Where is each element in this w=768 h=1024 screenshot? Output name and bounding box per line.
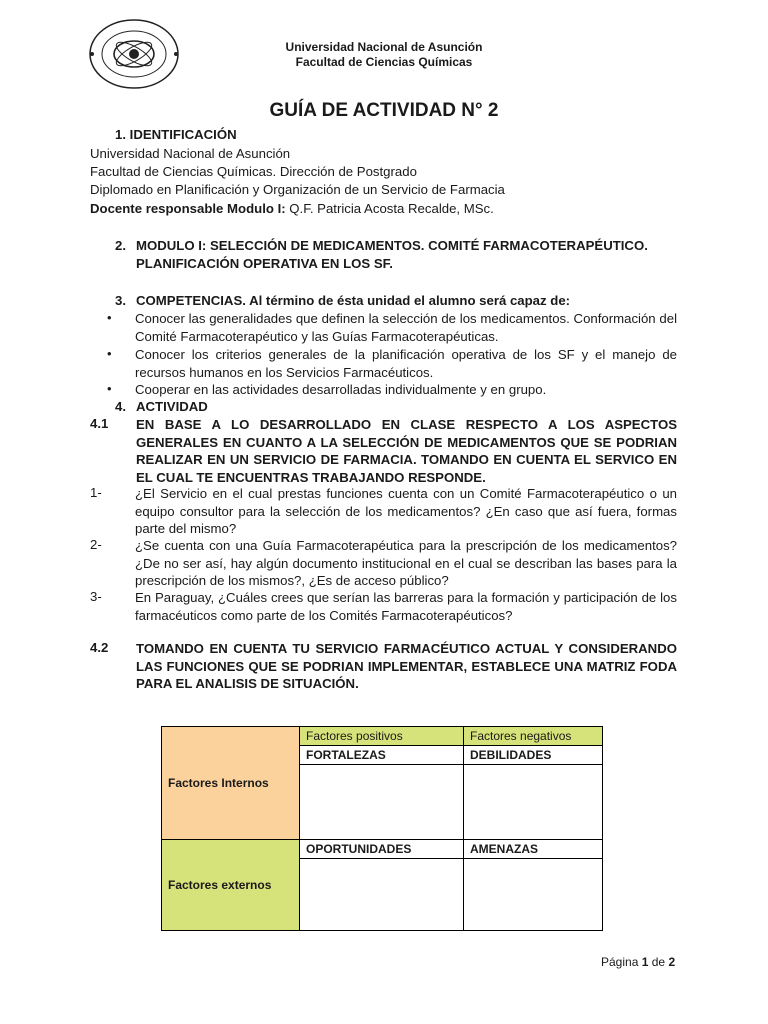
- section3-number: 3.: [115, 293, 126, 308]
- fortalezas-cell[interactable]: [300, 765, 464, 840]
- section1-heading: 1. IDENTIFICACIÓN: [115, 127, 237, 142]
- fortalezas-label: FORTALEZAS: [300, 746, 464, 765]
- question-2-number: 2-: [90, 537, 102, 552]
- row-internal-label: Factores Internos: [162, 727, 300, 840]
- section2-number: 2.: [115, 238, 126, 253]
- ident-line-2: Facultad de Ciencias Químicas. Dirección de Postgrado: [90, 164, 417, 179]
- question-3-text: En Paraguay, ¿Cuáles crees que serían las barreras para la formación y participación de los farmacéuticos como parte de los Comités Farmacoterapéuticos?: [135, 590, 677, 623]
- section4-heading: ACTIVIDAD: [136, 399, 208, 414]
- docente-value: Q.F. Patricia Acosta Recalde, MSc.: [285, 201, 494, 216]
- sub2-text: TOMANDO EN CUENTA TU SERVICIO FARMACÉUTICO ACTUAL Y CONSIDERANDO LAS FUNCIONES QUE SE PODRIAN IMPLEMENTAR, ESTABLECE UNA MATRIZ FODA PARA EL ANALISIS DE SITUACIÓN.: [136, 641, 677, 692]
- question-1-number: 1-: [90, 485, 102, 500]
- col-positive-header: Factores positivos: [300, 727, 464, 746]
- oportunidades-label: OPORTUNIDADES: [300, 840, 464, 859]
- amenazas-label: AMENAZAS: [464, 840, 603, 859]
- bullet-2-icon: •: [107, 346, 112, 361]
- section2-line-2: PLANIFICACIÓN OPERATIVA EN LOS SF.: [136, 256, 393, 271]
- ident-line-1: Universidad Nacional de Asunción: [90, 146, 291, 161]
- page-total: 2: [668, 955, 676, 969]
- question-3-number: 3-: [90, 589, 102, 604]
- question-2-text: ¿Se cuenta con una Guía Farmacoterapéutica para la prescripción de los medicamentos? ¿De no ser así, hay algún documento institucional en el cual se describan las bases para la prescripción de los mismos?, ¿Es de acceso público?: [135, 538, 677, 589]
- oportunidades-cell[interactable]: [300, 859, 464, 931]
- col-negative-header: Factores negativos: [464, 727, 603, 746]
- sub1-text: EN BASE A LO DESARROLLADO EN CLASE RESPECTO A LOS ASPECTOS GENERALES EN CUANTO A LA SELECCIÓN DE MEDICAMENTOS QUE SE PODRIAN REALIZAR EN UN SERVICIO DE FARMACIA. TOMANDO EN CUENTA EL SERVICO EN EL CUAL TE ENCUENTRAS TRABAJANDO RESPONDE.: [136, 417, 677, 485]
- sub1-number: 4.1: [90, 416, 109, 431]
- header-faculty: Facultad de Ciencias Químicas: [295, 55, 473, 69]
- page-current: 1: [641, 955, 649, 969]
- section3-heading: COMPETENCIAS. Al término de ésta unidad el alumno será capaz de:: [136, 293, 571, 308]
- ident-line-3: Diplomado en Planificación y Organización de un Servicio de Farmacia: [90, 182, 505, 197]
- competencia-3: Cooperar en las actividades desarrolladas individualmente y en grupo.: [135, 382, 547, 397]
- bullet-3-icon: •: [107, 381, 112, 396]
- sub2-number: 4.2: [90, 640, 109, 655]
- competencia-2: Conocer los criterios generales de la planificación operativa de los SF y el manejo de recursos humanos en los Servicios Farmacéuticos.: [135, 347, 677, 380]
- page-of: de: [651, 955, 666, 969]
- row-external-label: Factores externos: [162, 840, 300, 931]
- section2-line-1: MODULO I: SELECCIÓN DE MEDICAMENTOS. COMITÉ FARMACOTERAPÉUTICO.: [136, 238, 648, 253]
- amenazas-cell[interactable]: [464, 859, 603, 931]
- docente-line: [90, 200, 494, 217]
- header-university: Universidad Nacional de Asunción: [285, 40, 483, 54]
- competencia-1: Conocer las generalidades que definen la selección de los medicamentos. Conformación del Comité Farmacoterapéutico y las Guías Farmacoterapéuticas.: [135, 311, 677, 344]
- page-title: GUÍA DE ACTIVIDAD N° 2: [269, 100, 499, 121]
- docente-label: Docente responsable Modulo I:: [90, 201, 286, 216]
- university-seal-logo: [88, 18, 180, 90]
- page-label: Página: [601, 955, 639, 969]
- section4-number: 4.: [115, 399, 126, 414]
- debilidades-cell[interactable]: [464, 765, 603, 840]
- debilidades-label: DEBILIDADES: [464, 746, 603, 765]
- bullet-1-icon: •: [107, 310, 112, 325]
- foda-matrix: [161, 726, 603, 931]
- page-number: [601, 955, 675, 969]
- question-1-text: ¿El Servicio en el cual prestas funciones cuenta con un Comité Farmacoterapéutico o un equipo consultor para la selección de los medicamentos? ¿En caso que así fuera, formas parte del mismo?: [135, 486, 677, 537]
